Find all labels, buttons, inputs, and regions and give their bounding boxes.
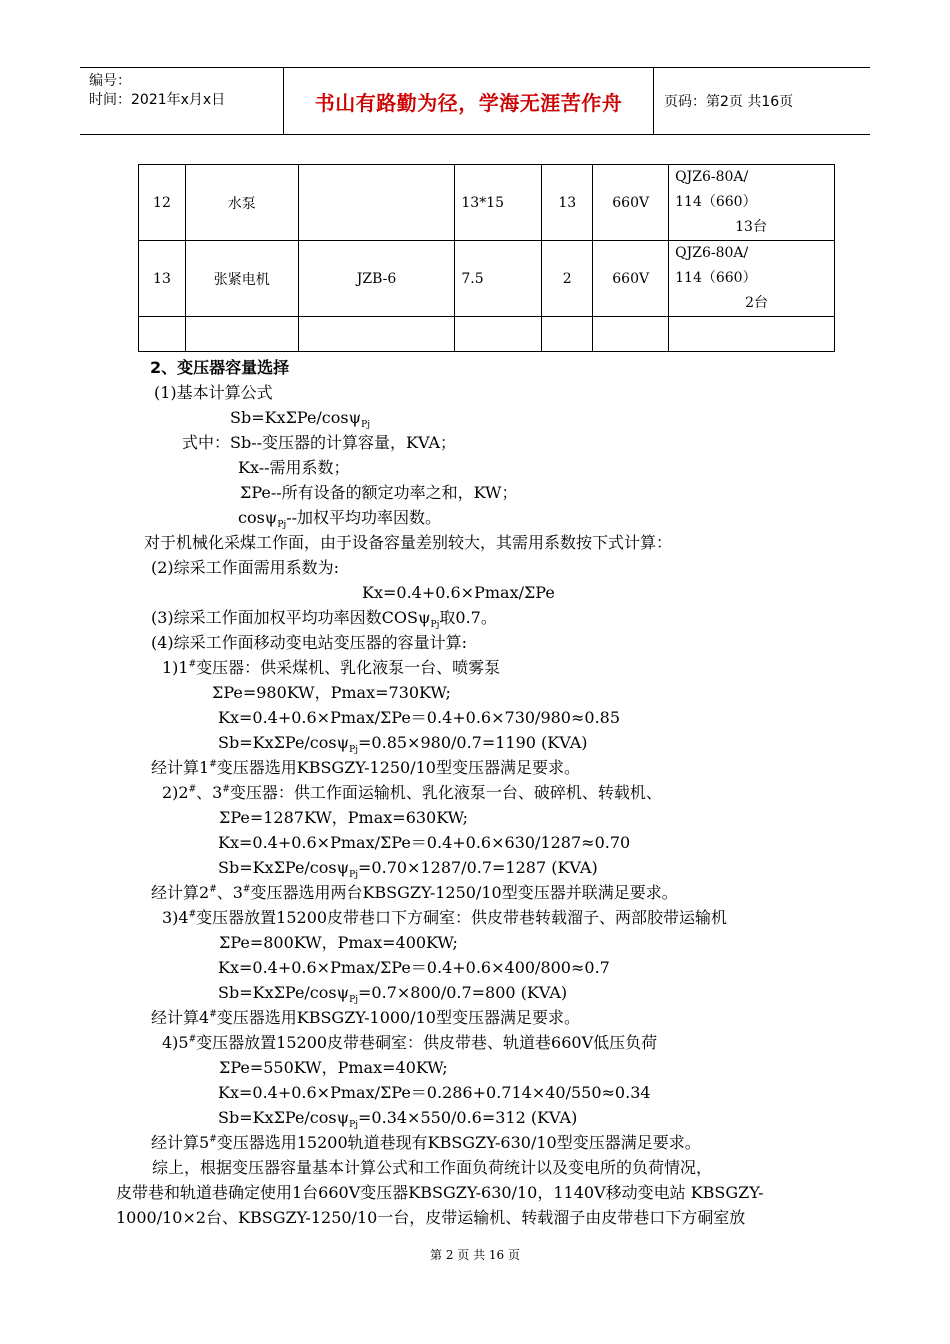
text-line: 1)1#变压器：供采煤机、乳化液泵一台、喷雾泵 [162, 658, 501, 677]
text-line: (4)综采工作面移动变电站变压器的容量计算: [151, 633, 468, 652]
page-footer: 第 2 页 共 16 页 [430, 1248, 520, 1262]
table-row [139, 241, 835, 317]
header-meta [80, 68, 284, 134]
text-line: 4)5#变压器放置15200皮带巷硐室：供皮带巷、轨道巷660V低压负荷 [162, 1033, 658, 1052]
text-line: (3)综采工作面加权平均功率因数COSψ$_{Pj}$取0.7。 [151, 608, 497, 631]
text-line: 皮带巷和轨道巷确定使用1台660V变压器KBSGZY-630/10，1140V移动变电站 KBSGZY- [116, 1183, 764, 1202]
header-motto: 书山有路勤为径，学海无涯苦作舟 [284, 68, 654, 134]
control-line: QJZ6-80A/ [675, 245, 749, 261]
text-line: 综上，根据变压器容量基本计算公式和工作面负荷统计以及变电所的负荷情况， [152, 1158, 713, 1177]
formula-line: Sb=KxΣPe/cosψ$_{Pj}$=0.85×980/0.7=1190 (KVA) [218, 733, 588, 756]
text-line: 经计算4#变压器选用KBSGZY-1000/10型变压器满足要求。 [151, 1008, 580, 1027]
text-line: cosψ$_{Pj}$--加权平均功率因数。 [238, 508, 442, 531]
empty-cell [542, 317, 593, 352]
text-line: 1000/10×2台、KBSGZY-1250/10一台，皮带运输机、转载溜子由皮带巷口下方硐室放 [116, 1208, 746, 1227]
empty-cell [455, 317, 542, 352]
empty-cell [139, 317, 186, 352]
formula-line: ΣPe=1287KW，Pmax=630KW; [219, 808, 469, 827]
cell-name: 张紧电机 [185, 241, 298, 317]
text-line: Kx--需用系数； [238, 458, 350, 477]
cell-qty: 13 [542, 165, 593, 241]
text-line: 经计算5#变压器选用15200轨道巷现有KBSGZY-630/10型变压器满足要求。 [151, 1133, 701, 1152]
empty-cell [669, 317, 835, 352]
cell-no: 13 [139, 241, 186, 317]
cell-qty: 2 [542, 241, 593, 317]
cell-power: 7.5 [455, 241, 542, 317]
text-line: 式中：Sb--变压器的计算容量，KVA； [182, 433, 456, 452]
formula-line: Sb=KxΣPe/cosψ$_{Pj}$=0.7×800/0.7=800 (KVA) [218, 983, 568, 1006]
cell-power: 13*15 [455, 165, 542, 241]
page-header [80, 67, 870, 135]
text-line: ΣPe--所有设备的额定功率之和，KW； [240, 483, 518, 502]
text-line: 经计算1#变压器选用KBSGZY-1250/10型变压器满足要求。 [151, 758, 580, 777]
header-page-info: 页码：第2页 共16页 [664, 94, 794, 110]
control-line: 2台 [745, 295, 769, 311]
formula-line: ΣPe=550KW，Pmax=40KW; [219, 1058, 448, 1077]
table-row [139, 165, 835, 241]
control-line: QJZ6-80A/ [675, 169, 749, 185]
formula-line: Sb=KxΣPe/cosψ$_{Pj}$=0.70×1287/0.7=1287 (KVA) [218, 858, 598, 881]
cell-no: 12 [139, 165, 186, 241]
text-line: (2)综采工作面需用系数为: [151, 558, 340, 577]
formula-line: Sb=KxΣPe/cosψ$_{Pj}$=0.34×550/0.6=312 (KVA) [218, 1108, 578, 1131]
time-label: 时间：2021年x月x日 [89, 92, 226, 108]
cell-name: 水泵 [185, 165, 298, 241]
cell-model [298, 165, 455, 241]
control-line: 114（660） [675, 194, 757, 210]
cell-voltage: 660V [593, 165, 669, 241]
formula-line: ΣPe=980KW，Pmax=730KW; [212, 683, 451, 702]
empty-cell [593, 317, 669, 352]
formula-line: Kx=0.4+0.6×Pmax/ΣPe＝0.4+0.6×400/800≈0.7 [218, 958, 610, 977]
formula-line: ΣPe=800KW，Pmax=400KW; [219, 933, 458, 952]
section-title: 2、变压器容量选择 [150, 358, 290, 377]
table-row-empty [139, 317, 835, 352]
text-line: 经计算2#、3#变压器选用两台KBSGZY-1250/10型变压器并联满足要求。 [151, 883, 678, 902]
text-line: 3)4#变压器放置15200皮带巷口下方硐室：供皮带巷转载溜子、两部胶带运输机 [162, 908, 728, 927]
formula-line: Kx=0.4+0.6×Pmax/ΣPe＝0.4+0.6×630/1287≈0.70 [218, 833, 631, 852]
text-line: 对于机械化采煤工作面，由于设备容量差别较大，其需用系数按下式计算： [144, 533, 673, 552]
control-line: 13台 [735, 219, 767, 235]
equipment-table [138, 164, 835, 352]
empty-cell [185, 317, 298, 352]
formula-line: Kx=0.4+0.6×Pmax/ΣPe＝0.286+0.714×40/550≈0.34 [218, 1083, 651, 1102]
empty-cell [298, 317, 455, 352]
text-line: 2)2#、3#变压器：供工作面运输机、乳化液泵一台、破碎机、转载机、 [162, 783, 662, 802]
formula-line: Kx=0.4+0.6×Pmax/ΣPe＝0.4+0.6×730/980≈0.85 [218, 708, 621, 727]
number-label: 编号： [89, 73, 131, 89]
control-line: 114（660） [675, 270, 757, 286]
text-line: (1)基本计算公式 [154, 383, 273, 402]
cell-control [669, 165, 835, 241]
cell-model: JZB-6 [298, 241, 455, 317]
cell-control [669, 241, 835, 317]
formula-line: Kx=0.4+0.6×Pmax/ΣPe [362, 583, 555, 602]
cell-voltage: 660V [593, 241, 669, 317]
formula-line: Sb=KxΣPe/cosψ$_{Pj}$ [230, 408, 371, 431]
